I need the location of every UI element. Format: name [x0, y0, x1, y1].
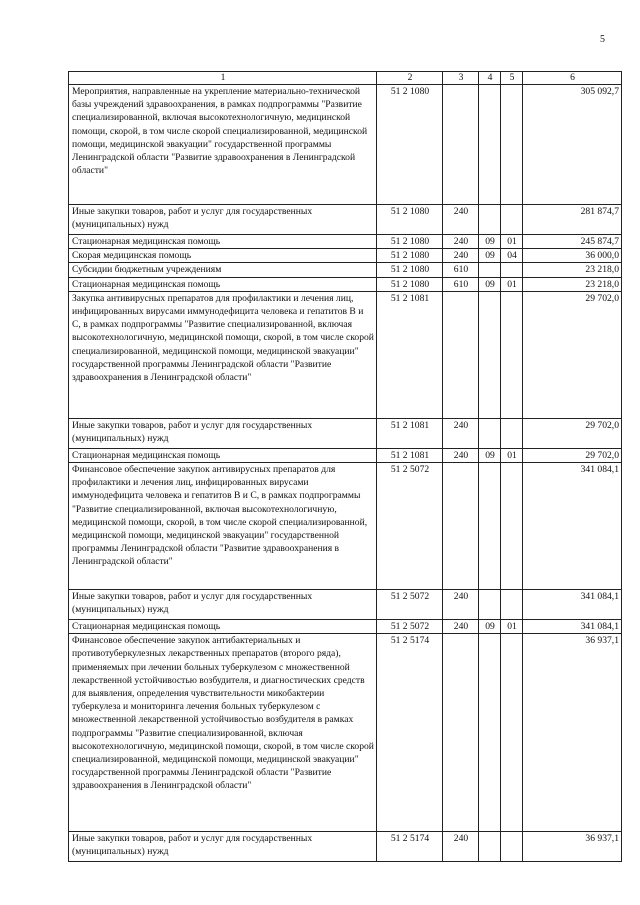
row-subsection — [501, 463, 523, 590]
row-section: 09 — [479, 277, 501, 291]
row-subsection: 01 — [501, 235, 523, 249]
row-expense-type — [443, 85, 479, 205]
row-name: Иные закупки товаров, работ и услуг для государственных (муниципальных) нужд — [69, 590, 377, 620]
row-expense-type: 240 — [443, 620, 479, 634]
row-sum: 29 702,0 — [523, 291, 622, 418]
table-row — [69, 832, 622, 862]
table-row — [69, 235, 622, 249]
page-number: 5 — [600, 34, 605, 45]
header-row — [69, 72, 622, 85]
row-sum: 245 874,7 — [523, 235, 622, 249]
table-row — [69, 418, 622, 448]
row-expense-type: 240 — [443, 249, 479, 263]
row-target-code: 51 2 1081 — [377, 291, 443, 418]
row-section: 09 — [479, 620, 501, 634]
row-subsection — [501, 634, 523, 832]
row-target-code: 51 2 1081 — [377, 418, 443, 448]
row-section: 09 — [479, 448, 501, 462]
table-row — [69, 590, 622, 620]
row-expense-type: 240 — [443, 590, 479, 620]
row-name: Мероприятия, направленные на укрепление материально-технической базы учреждений здравоохранения, в рамках подпрограммы "Развитие специализированной, включая высокотехнологичную, медицинской помощи, скорой, в том числе скорой специализированной, медицинской помощи, медицинской эвакуации" государственной программы Ленинградской области "Развитие здравоохранения в Ленинградской области" — [69, 85, 377, 205]
row-section — [479, 291, 501, 418]
row-section: 09 — [479, 249, 501, 263]
row-sum: 36 000,0 — [523, 249, 622, 263]
row-sum: 23 218,0 — [523, 277, 622, 291]
row-subsection — [501, 418, 523, 448]
row-section: 09 — [479, 235, 501, 249]
row-name: Иные закупки товаров, работ и услуг для государственных (муниципальных) нужд — [69, 205, 377, 235]
row-target-code: 51 2 5174 — [377, 634, 443, 832]
row-name: Стационарная медицинская помощь — [69, 620, 377, 634]
row-sum: 36 937,1 — [523, 634, 622, 832]
table-row — [69, 277, 622, 291]
row-expense-type: 610 — [443, 263, 479, 277]
row-expense-type: 240 — [443, 418, 479, 448]
table-row — [69, 249, 622, 263]
column-header-6: 6 — [523, 72, 622, 85]
row-name: Субсидии бюджетным учреждениям — [69, 263, 377, 277]
row-expense-type: 240 — [443, 448, 479, 462]
row-target-code: 51 2 5174 — [377, 832, 443, 862]
row-name: Иные закупки товаров, работ и услуг для государственных (муниципальных) нужд — [69, 418, 377, 448]
row-section — [479, 463, 501, 590]
table-row — [69, 291, 622, 418]
table-row — [69, 463, 622, 590]
row-target-code: 51 2 1080 — [377, 249, 443, 263]
row-sum: 281 874,7 — [523, 205, 622, 235]
table-row — [69, 85, 622, 205]
row-expense-type: 240 — [443, 205, 479, 235]
row-sum: 23 218,0 — [523, 263, 622, 277]
table-row — [69, 448, 622, 462]
row-sum: 341 084,1 — [523, 620, 622, 634]
row-sum: 36 937,1 — [523, 832, 622, 862]
row-sum: 341 084,1 — [523, 463, 622, 590]
row-expense-type: 610 — [443, 277, 479, 291]
row-target-code: 51 2 1081 — [377, 448, 443, 462]
row-section — [479, 418, 501, 448]
row-subsection: 01 — [501, 620, 523, 634]
row-sum: 29 702,0 — [523, 418, 622, 448]
row-subsection: 04 — [501, 249, 523, 263]
row-section — [479, 85, 501, 205]
row-expense-type — [443, 291, 479, 418]
row-subsection — [501, 263, 523, 277]
row-target-code: 51 2 5072 — [377, 590, 443, 620]
table-row — [69, 263, 622, 277]
column-header-2: 2 — [377, 72, 443, 85]
row-name: Финансовое обеспечение закупок антивирусных препаратов для профилактики и лечения лиц, инфицированных вирусами иммунодефицита человека и гепатитов В и С, в рамках подпрограммы "Развитие специализированной, включая высокотехнологичную, медицинской помощи, скорой, в том числе скорой специализированной, медицинской помощи, медицинской эвакуации" государственной программы Ленинградской области "Развитие здравоохранения в Ленинградской области" — [69, 463, 377, 590]
row-target-code: 51 2 5072 — [377, 620, 443, 634]
row-target-code: 51 2 1080 — [377, 235, 443, 249]
row-expense-type — [443, 634, 479, 832]
row-name: Стационарная медицинская помощь — [69, 235, 377, 249]
table-row — [69, 205, 622, 235]
row-target-code: 51 2 1080 — [377, 205, 443, 235]
row-name: Скорая медицинская помощь — [69, 249, 377, 263]
row-target-code: 51 2 5072 — [377, 463, 443, 590]
row-subsection: 01 — [501, 277, 523, 291]
table-row — [69, 620, 622, 634]
row-target-code: 51 2 1080 — [377, 277, 443, 291]
row-section — [479, 832, 501, 862]
row-name: Стационарная медицинская помощь — [69, 448, 377, 462]
row-subsection — [501, 832, 523, 862]
row-subsection — [501, 291, 523, 418]
row-section — [479, 205, 501, 235]
row-target-code: 51 2 1080 — [377, 263, 443, 277]
row-expense-type: 240 — [443, 235, 479, 249]
row-expense-type — [443, 463, 479, 590]
row-sum: 341 084,1 — [523, 590, 622, 620]
column-header-4: 4 — [479, 72, 501, 85]
row-subsection: 01 — [501, 448, 523, 462]
row-name: Иные закупки товаров, работ и услуг для государственных (муниципальных) нужд — [69, 832, 377, 862]
row-expense-type: 240 — [443, 832, 479, 862]
row-sum: 29 702,0 — [523, 448, 622, 462]
column-header-5: 5 — [501, 72, 523, 85]
row-subsection — [501, 205, 523, 235]
row-name: Закупка антивирусных препаратов для профилактики и лечения лиц, инфицированных вирусами иммунодефицита человека и гепатитов В и С, в рамках подпрограммы "Развитие специализированной, включая высокотехнологичную, медицинской помощи, скорой, в том числе скорой специализированной, медицинской помощи, медицинской эвакуации" государственной программы Ленинградской области "Развитие здравоохранения в Ленинградской области" — [69, 291, 377, 418]
row-sum: 305 092,7 — [523, 85, 622, 205]
budget-table — [68, 71, 622, 862]
column-header-1: 1 — [69, 72, 377, 85]
row-section — [479, 263, 501, 277]
row-subsection — [501, 590, 523, 620]
row-target-code: 51 2 1080 — [377, 85, 443, 205]
row-name: Стационарная медицинская помощь — [69, 277, 377, 291]
column-header-3: 3 — [443, 72, 479, 85]
row-section — [479, 590, 501, 620]
row-subsection — [501, 85, 523, 205]
table-row — [69, 634, 622, 832]
row-name: Финансовое обеспечение закупок антибактериальных и противотуберкулезных лекарственных препаратов (второго ряда), применяемых при лечении больных туберкулезом с множественной лекарственной устойчивостью возбудителя, и диагностических средств для выявления, определения чувствительности микобактерии туберкулеза и мониторинга лечения больных туберкулезом с множественной лекарственной устойчивостью возбудителя в рамках подпрограммы "Развитие специализированной, включая высокотехнологичную, медицинской помощи, скорой, в том числе скорой специализированной, медицинской помощи, медицинской эвакуации" государственной программы Ленинградской области "Развитие здравоохранения в Ленинградской области" — [69, 634, 377, 832]
row-section — [479, 634, 501, 832]
